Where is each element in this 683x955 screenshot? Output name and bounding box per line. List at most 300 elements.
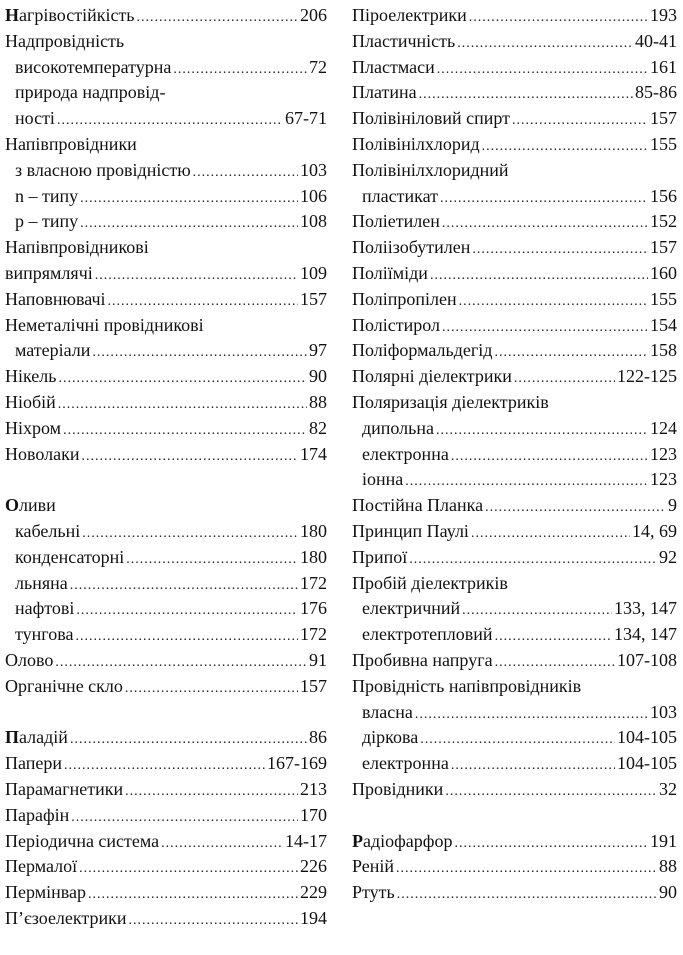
index-page-number: 191 [650,830,677,851]
index-column-right [352,3,677,906]
index-entry [5,725,327,751]
dot-leader [129,908,298,934]
index-term-text: електричний [362,598,461,619]
index-entry [352,106,677,132]
index-page-number: 170 [300,804,327,825]
index-entry [352,674,677,700]
dot-leader [95,263,298,289]
index-entry [352,184,677,210]
index-page-number: 157 [300,675,327,696]
index-term-text: Принцип Паулі [352,520,469,541]
dot-leader [58,366,307,392]
index-entry [352,854,677,880]
index-page-number: 160 [650,262,677,283]
index-term-text: випрямлячі [5,262,93,283]
index-term-text: Парафін [5,804,70,825]
index-entry [5,545,327,571]
index-term-text: Наповнювачі [5,288,106,309]
index-page-number: 40-41 [635,30,677,51]
index-entry [5,235,327,261]
index-term-text: адіофарфор [363,830,453,851]
dot-leader [71,805,298,831]
index-term-text: Пермалої [5,856,78,877]
index-entry [352,545,677,571]
index-term-text: Поліформальдегід [352,340,493,361]
index-page-number: 97 [309,340,327,361]
index-page-number: 213 [300,778,327,799]
index-entry [5,493,327,519]
index-page-number: 104-105 [617,753,677,774]
index-page-number: 14, 69 [632,520,677,541]
index-term [362,725,418,751]
index-term [352,287,457,313]
index-term-text: Надпровідність [5,30,125,51]
index-entry [352,3,677,29]
index-page-number: 122-125 [617,366,677,387]
index-entry [5,829,327,855]
index-term [15,519,80,545]
index-entry [352,158,677,184]
index-term [352,829,452,855]
index-term-text: Піроелектрики [352,5,467,25]
dot-leader [79,856,298,882]
index-term [5,3,135,29]
index-term-text: Неметалічні провідникові [5,314,204,335]
index-entry [5,29,327,55]
index-term [352,674,581,700]
index-entry [352,751,677,777]
index-term [5,29,124,55]
index-term-text: Постійна Планка [352,495,484,516]
index-term-text: Напівпровідники [5,133,137,154]
index-page-number: 161 [650,56,677,77]
index-term-text: природа надпровід- [15,82,166,103]
index-term-text: матеріали [15,340,91,361]
index-term [5,854,77,880]
index-term-text: високотемпературна [15,56,172,77]
index-page-number: 229 [300,882,327,903]
dot-leader [457,31,633,57]
index-term-text: Олово [5,649,54,670]
index-term [352,235,470,261]
index-entry [5,338,327,364]
index-term-text: n – типу [15,185,79,206]
index-letter-initial: Н [5,5,20,25]
index-letter-initial: П [5,727,20,748]
index-entry [5,751,327,777]
index-term-text: Пластичність [352,30,456,51]
index-term-text: Поліпропілен [352,288,457,309]
index-term-text: Пробивна напруга [352,649,493,670]
index-entry [5,313,327,339]
index-term [15,106,55,132]
index-page-number: 226 [300,856,327,877]
index-term [5,880,86,906]
index-term-text: Припої [352,546,408,567]
dot-leader [494,340,648,366]
index-term-text: Новолаки [5,443,80,464]
index-term-text: іонна [362,469,404,490]
index-term [5,803,69,829]
index-entry [5,442,327,468]
index-entry [5,287,327,313]
dot-leader [415,702,648,728]
index-term [15,596,74,622]
index-term-text: Періодична система [5,830,160,851]
index-entry [352,519,677,545]
index-entry [5,519,327,545]
index-term [352,777,443,803]
index-page-number: 133, 147 [614,598,677,619]
index-page-number: 176 [300,598,327,619]
index-term-text: нафтові [15,598,75,619]
index-entry [352,622,677,648]
index-term [5,493,56,519]
index-term [5,235,149,261]
index-entry [352,467,677,493]
index-entry [5,209,327,235]
index-entry [352,55,677,81]
index-term [5,287,106,313]
index-term-text: Поляризація діелектриків [352,391,549,412]
index-term [15,80,165,106]
index-entry [5,880,327,906]
index-term [352,364,512,390]
index-term-text: Ртуть [352,882,395,903]
dot-leader [108,289,298,315]
dot-leader [64,753,265,779]
index-term [5,261,93,287]
index-entry [352,829,677,855]
index-page-number: 194 [300,907,327,928]
index-term [5,313,204,339]
index-page-number: 172 [300,624,327,645]
index-page-number: 9 [668,495,677,516]
index-term [5,390,56,416]
index-page-number: 104-105 [617,727,677,748]
index-term [352,545,407,571]
index-entry [5,80,327,106]
index-term [362,442,449,468]
index-term-text: тунгова [15,624,74,645]
index-term [5,829,159,855]
dot-leader [495,650,615,676]
index-term-text: Полівінілхлоридний [352,159,509,180]
index-term [5,364,56,390]
dot-leader [419,82,633,108]
index-term [15,209,78,235]
dot-leader [76,598,298,624]
index-term [5,751,62,777]
index-term-text: електронна [362,443,449,464]
dot-leader [125,779,298,805]
index-page-number: 157 [300,288,327,309]
index-page-number: 193 [650,5,677,25]
index-spacer [5,700,327,726]
dot-leader [512,108,648,134]
index-entry [352,29,677,55]
index-page-number: 91 [309,649,327,670]
dot-leader [88,882,298,908]
dot-leader [70,573,298,599]
dot-leader [409,547,657,573]
index-term [352,158,509,184]
index-term [362,596,460,622]
index-term [15,184,78,210]
dot-leader [469,5,648,31]
index-term-text: Провідність напівпровідників [352,675,582,696]
index-term-text: електротепловий [362,624,493,645]
index-page-number: 123 [650,443,677,464]
index-entry [5,803,327,829]
index-entry [5,364,327,390]
index-term-text: Полівінілхлорид [352,133,480,154]
index-term-text: Полярні діелектрики [352,366,512,387]
index-entry [5,261,327,287]
dot-leader [440,186,648,212]
index-term [362,700,413,726]
dot-leader [126,547,298,573]
dot-leader [75,624,298,650]
index-term-text: Ніхром [5,417,62,438]
index-entry [352,571,677,597]
index-term-text: Пластмаси [352,56,435,77]
index-term-text: Платина [352,82,417,103]
index-entry [5,648,327,674]
index-entry [352,880,677,906]
index-entry [5,596,327,622]
index-page-number: 67-71 [285,108,327,129]
dot-leader [70,727,307,753]
index-page-number: 109 [300,262,327,283]
index-entry [5,132,327,158]
index-entry [5,674,327,700]
index-page-number: 92 [659,546,677,567]
index-page-number: 180 [300,546,327,567]
index-page-number: 123 [650,469,677,490]
index-term [352,55,435,81]
index-term-text: Ніобій [5,391,56,412]
index-term-text: Поліізобутилен [352,237,471,258]
index-term [5,674,123,700]
index-entry [352,493,677,519]
dot-leader [514,366,615,392]
index-entry [5,906,327,932]
index-entry [352,313,677,339]
index-page-number: 88 [309,391,327,412]
index-term [5,725,68,751]
dot-leader [459,289,648,315]
dot-leader [485,495,666,521]
index-term [5,906,127,932]
index-entry [5,416,327,442]
dot-leader [454,831,648,857]
index-entry [5,571,327,597]
dot-leader [173,57,307,83]
index-page-number: 107-108 [617,649,677,670]
dot-leader [58,392,307,418]
index-entry [5,55,327,81]
dot-leader [55,650,307,676]
index-term [352,493,483,519]
index-spacer [5,467,327,493]
index-term [15,545,124,571]
index-term-text: агрівостійкість [19,5,135,25]
index-entry [5,854,327,880]
index-page-number: 167-169 [267,753,327,774]
index-entry [352,287,677,313]
dot-leader [80,211,298,237]
index-term [352,880,395,906]
index-term-text: дипольна [362,417,434,438]
index-term-text: Органічне скло [5,675,123,696]
index-page-number: 180 [300,520,327,541]
index-term [352,80,417,106]
index-entry [352,132,677,158]
index-term [15,571,68,597]
index-term [352,571,508,597]
index-term-text: Полістирол [352,314,440,335]
index-entry [352,700,677,726]
index-page-number: 72 [309,56,327,77]
index-page-number: 155 [650,133,677,154]
index-term [362,751,449,777]
index-term-text: Парамагнетики [5,778,124,799]
index-term-text: Провідники [352,778,444,799]
dot-leader [430,263,648,289]
index-page-number: 90 [309,366,327,387]
dot-leader [451,444,648,470]
index-term [362,184,438,210]
index-page-number: 90 [659,882,677,903]
index-entry [352,725,677,751]
index-term-text: аладій [19,727,68,748]
index-term [15,622,73,648]
index-page-number: 157 [650,108,677,129]
index-term-text: Пробій діелектриків [352,572,508,593]
index-page-number: 152 [650,211,677,232]
index-term [5,777,123,803]
index-entry [352,648,677,674]
dot-leader [397,882,657,908]
index-entry [5,106,327,132]
dot-leader [82,444,299,470]
index-entry [352,777,677,803]
index-term-text: кабельні [15,520,81,541]
index-entry [5,777,327,803]
index-page-number: 103 [300,159,327,180]
index-entry [352,596,677,622]
dot-leader [445,779,657,805]
dot-leader [193,160,298,186]
index-term-text: Нікель [5,366,57,387]
dot-leader [137,5,298,31]
index-entry [352,235,677,261]
index-term [15,338,90,364]
index-page-number: 103 [650,701,677,722]
index-term [362,416,434,442]
index-term-text: діркова [362,727,419,748]
dot-leader [451,753,615,779]
index-term [5,416,61,442]
index-page-number: 108 [300,211,327,232]
index-term [352,519,469,545]
index-page-number: 156 [650,185,677,206]
index-column-left [5,3,327,932]
index-page-number: 14-17 [285,830,327,851]
index-term [362,467,403,493]
dot-leader [161,831,283,857]
dot-leader [80,186,298,212]
index-term [352,209,440,235]
index-term-text: з власною провідністю [15,159,191,180]
index-term [352,648,493,674]
dot-leader [482,134,648,160]
index-entry [352,261,677,287]
index-entry [352,442,677,468]
index-term-text: Пермінвар [5,882,86,903]
index-term [352,3,467,29]
index-page-number: 174 [300,443,327,464]
index-term [352,338,492,364]
index-term-text: ності [15,108,55,129]
index-page-number: 88 [659,856,677,877]
dot-leader [396,856,657,882]
index-term-text: електронна [362,753,449,774]
index-term [352,29,455,55]
index-page-number: 82 [309,417,327,438]
index-term [5,648,53,674]
index-term-text: П’єзоелектрики [5,907,127,928]
index-term-text: пластикат [362,185,438,206]
index-entry [5,158,327,184]
index-page-number: 85-86 [635,82,677,103]
index-term [352,313,440,339]
index-page-number: 155 [650,288,677,309]
dot-leader [92,340,307,366]
index-term [15,158,191,184]
dot-leader [442,211,648,237]
index-entry [352,416,677,442]
index-term [5,442,80,468]
index-page-number: 154 [650,314,677,335]
index-letter-initial: Р [352,830,363,851]
index-term-text: конденсаторні [15,546,125,567]
index-entry [352,390,677,416]
index-page-number: 206 [300,5,327,25]
index-page-number: 134, 147 [614,624,677,645]
dot-leader [63,418,307,444]
index-term-text: Полівініловий спирт [352,108,511,129]
index-page-number: 158 [650,340,677,361]
index-page-number: 106 [300,185,327,206]
dot-leader [420,727,615,753]
dot-leader [495,624,612,650]
index-page-number: 32 [659,778,677,799]
index-term-text: Поліетилен [352,211,440,232]
index-entry [352,338,677,364]
index-term [362,622,493,648]
index-term-text: Поліїміди [352,262,428,283]
index-letter-initial: О [5,495,20,516]
index-entry [352,209,677,235]
index-page-number: 157 [650,237,677,258]
dot-leader [462,598,612,624]
index-term-text: льняна [15,572,68,593]
dot-leader [57,108,283,134]
index-page-number: 172 [300,572,327,593]
index-term [352,106,510,132]
